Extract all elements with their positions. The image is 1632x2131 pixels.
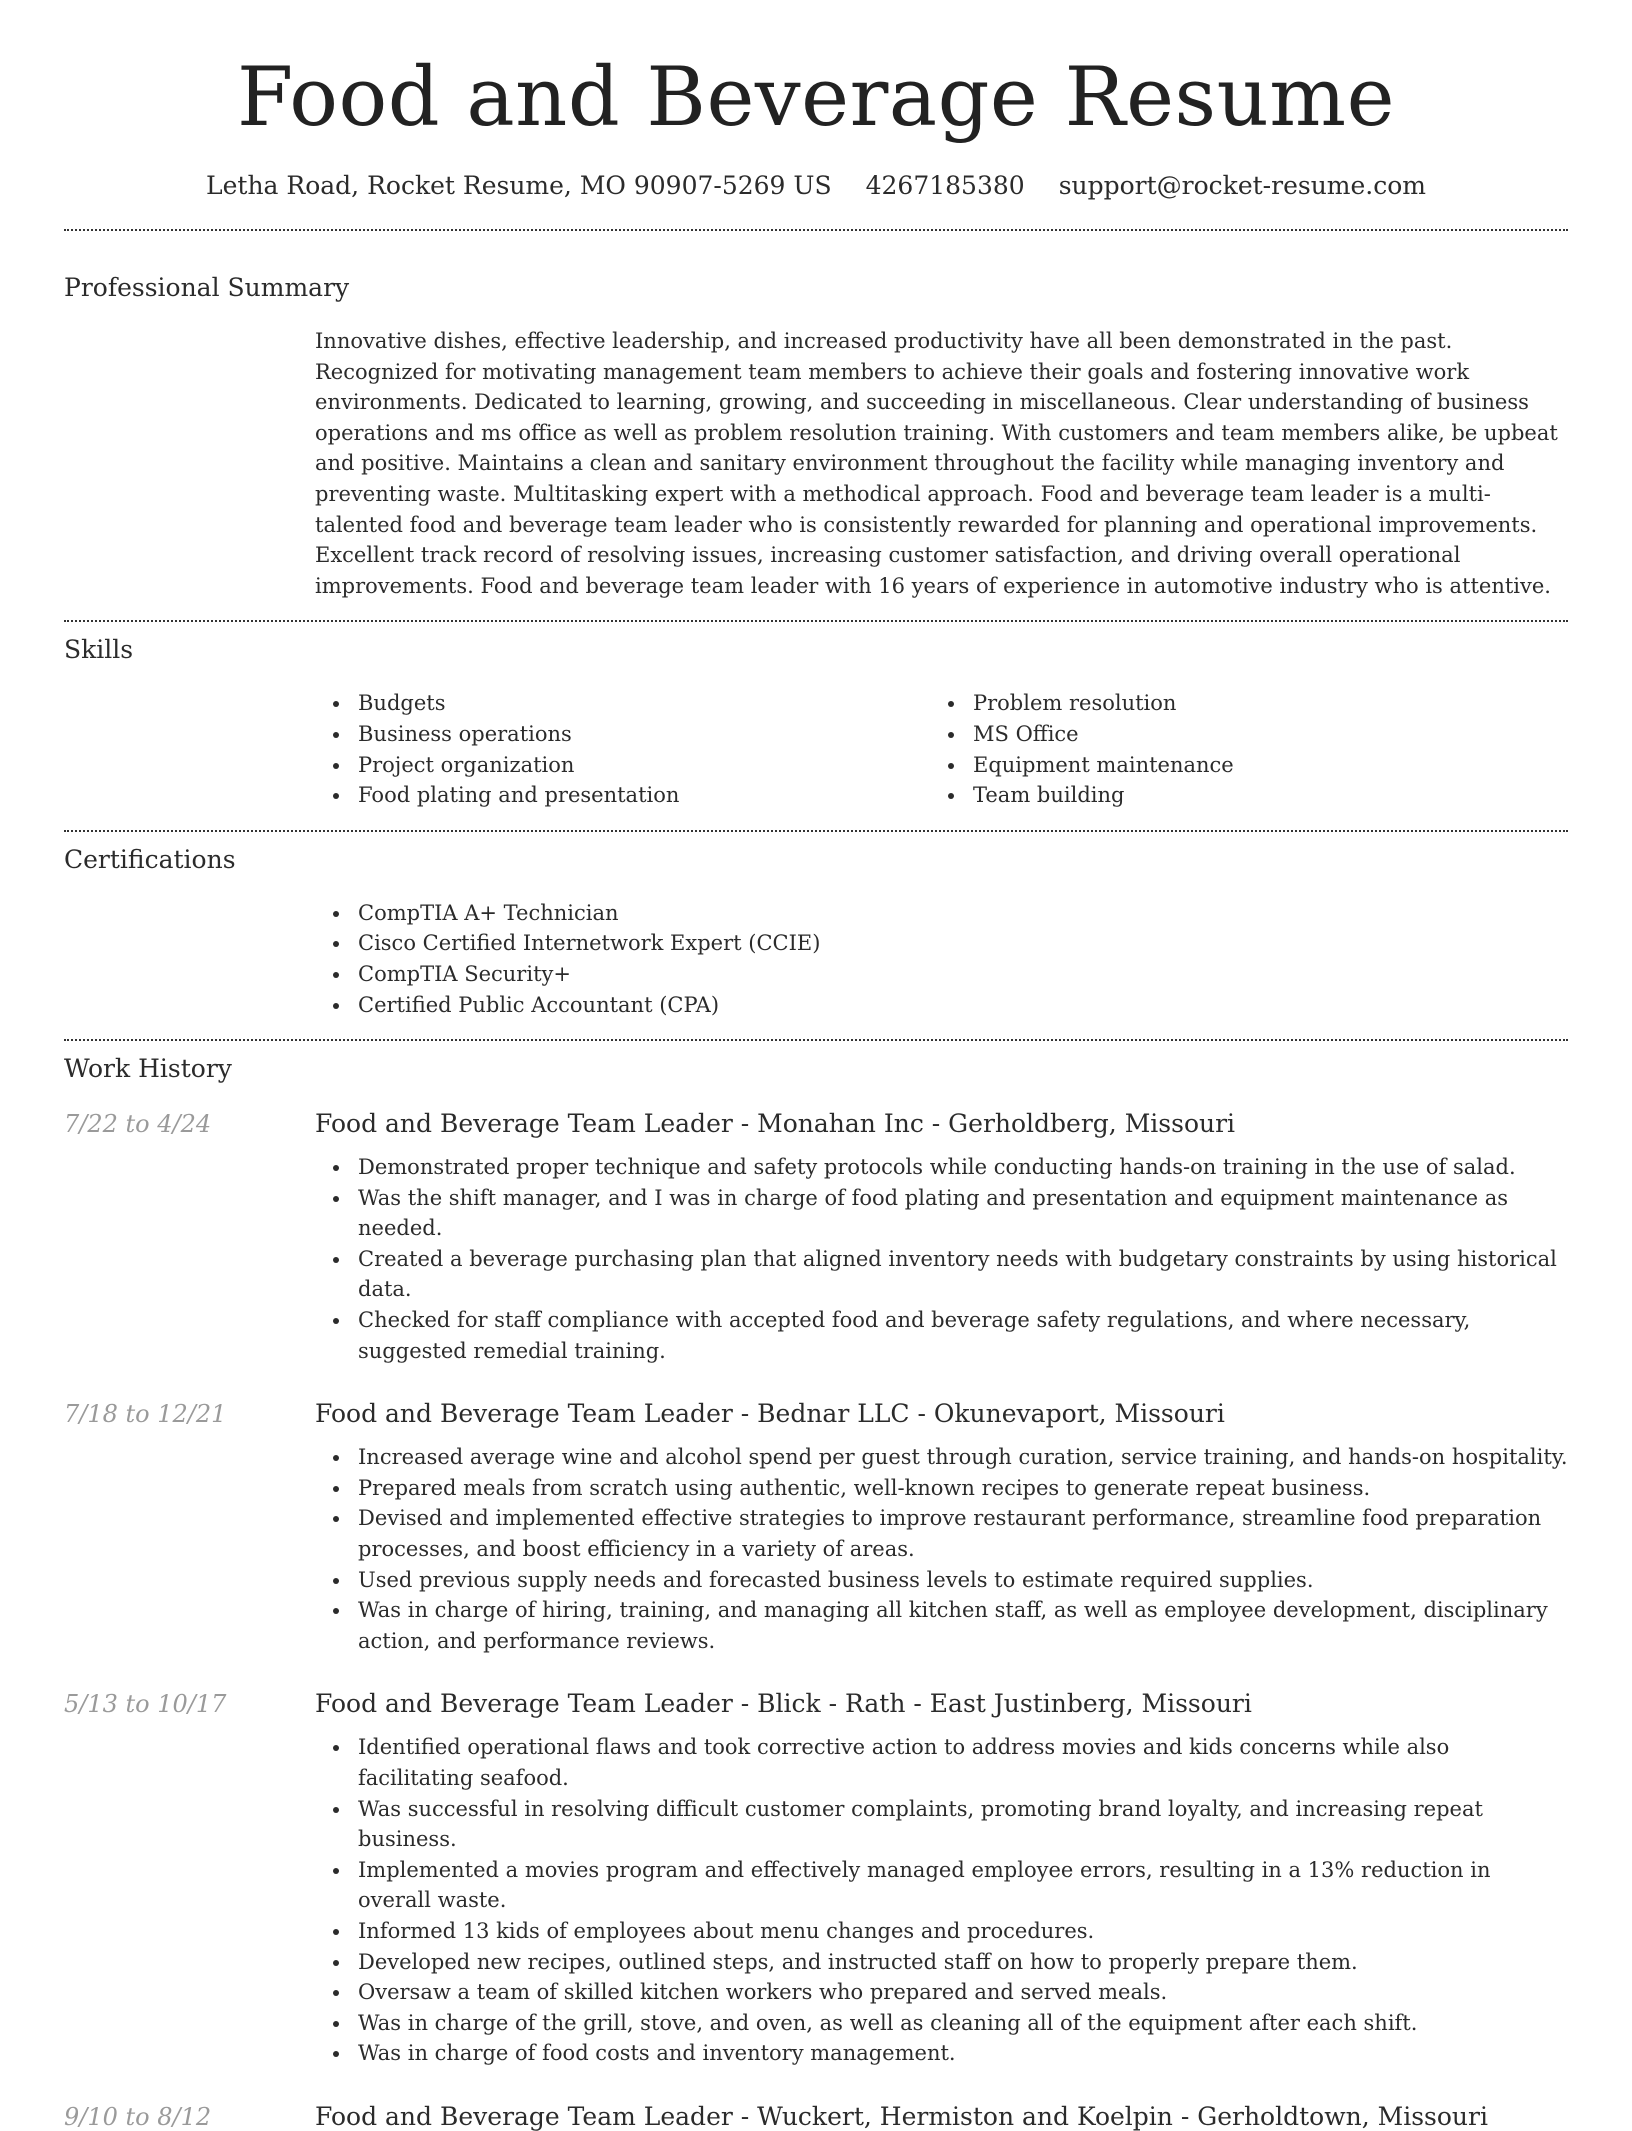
skill-item: Equipment maintenance (930, 750, 1545, 781)
job-bullet: Increased average wine and alcohol spend per guest through curation, service training, and hands-on hospitality. (315, 1442, 1568, 1473)
certification-item: Certified Public Accountant (CPA) (315, 990, 1568, 1021)
job-bullet: Informed 13 kids of employees about menu changes and procedures. (315, 1916, 1568, 1947)
job-header (64, 2102, 1568, 2131)
job-bullet: Prepared meals from scratch using authentic, well-known recipes to generate repeat business. (315, 1473, 1568, 1504)
job-dates: 7/18 to 12/21 (64, 1400, 227, 1429)
job-header (64, 1109, 1568, 1138)
skills-list (315, 688, 1568, 810)
phone-text: 4267185380 (865, 171, 1025, 200)
job-bullet: Oversaw a team of skilled kitchen workers who prepared and served meals. (315, 1977, 1568, 2008)
skills-column-right (930, 688, 1545, 810)
job-bullets (315, 1152, 1568, 1366)
skills-section (64, 635, 1568, 810)
summary-section (64, 273, 1568, 601)
certifications-list (315, 898, 1568, 1020)
skill-item: Problem resolution (930, 688, 1545, 719)
job-header (64, 1689, 1568, 1718)
job-title: Food and Beverage Team Leader - Wuckert, Hermiston and Koelpin - Gerholdtown, Missouri (315, 2101, 1488, 2131)
skill-item: Food plating and presentation (315, 780, 930, 811)
job-entry (64, 2102, 1568, 2131)
certifications-section (64, 845, 1568, 1020)
section-heading-skills: Skills (64, 635, 134, 665)
resume-page (64, 0, 1568, 2131)
job-entry (64, 1689, 1568, 2069)
job-bullet: Was in charge of the grill, stove, and oven, as well as cleaning all of the equipment after each shift. (315, 2008, 1568, 2039)
job-bullet: Was the shift manager, and I was in charge of food plating and presentation and equipment maintenance as needed. (315, 1183, 1568, 1244)
job-bullet: Was in charge of hiring, training, and managing all kitchen staff, as well as employee development, disciplinary action, and performance reviews. (315, 1595, 1568, 1656)
divider (64, 1039, 1568, 1041)
email-text: support@rocket-resume.com (1058, 171, 1426, 200)
job-bullet: Identified operational flaws and took corrective action to address movies and kids concerns while also facilitating seafood. (315, 1732, 1568, 1793)
certification-item: Cisco Certified Internetwork Expert (CCIE) (315, 928, 1568, 959)
job-dates: 5/13 to 10/17 (64, 1690, 227, 1719)
job-bullet: Used previous supply needs and forecasted business levels to estimate required supplies. (315, 1565, 1568, 1596)
job-header (64, 1399, 1568, 1428)
section-heading-work-history: Work History (64, 1054, 232, 1084)
job-bullet: Created a beverage purchasing plan that aligned inventory needs with budgetary constraints by using historical data. (315, 1244, 1568, 1305)
section-heading-summary: Professional Summary (64, 273, 350, 302)
job-bullet: Implemented a movies program and effectively managed employee errors, resulting in a 13% reduction in overall waste. (315, 1855, 1568, 1916)
section-heading-certifications: Certifications (64, 844, 236, 874)
job-title: Food and Beverage Team Leader - Monahan Inc - Gerholdberg, Missouri (315, 1109, 1236, 1139)
work-history-section (64, 1054, 1568, 2131)
divider (64, 229, 1568, 231)
certification-item: CompTIA A+ Technician (315, 898, 1568, 929)
job-bullet: Checked for staff compliance with accepted food and beverage safety regulations, and where necessary, suggested remedial training. (315, 1305, 1568, 1366)
job-entry (64, 1399, 1568, 1656)
address-text: Letha Road, Rocket Resume, MO 90907-5269 US (206, 171, 832, 200)
job-bullet: Demonstrated proper technique and safety protocols while conducting hands-on training in the use of salad. (315, 1152, 1568, 1183)
divider (64, 620, 1568, 622)
job-title: Food and Beverage Team Leader - Bednar LLC - Okunevaport, Missouri (315, 1399, 1225, 1429)
skill-item: MS Office (930, 719, 1545, 750)
skill-item: Business operations (315, 719, 930, 750)
job-bullet: Devised and implemented effective strategies to improve restaurant performance, streamline food preparation processes, and boost efficiency in a variety of areas. (315, 1503, 1568, 1564)
resume-title: Food and Beverage Resume (236, 51, 1396, 145)
job-bullets (315, 1442, 1568, 1656)
job-dates: 9/10 to 8/12 (64, 2102, 212, 2131)
job-bullet: Was in charge of food costs and inventory management. (315, 2038, 1568, 2069)
job-title: Food and Beverage Team Leader - Blick - Rath - East Justinberg, Missouri (315, 1689, 1252, 1719)
job-dates: 7/22 to 4/24 (64, 1110, 212, 1139)
skills-column-left (315, 688, 930, 810)
job-bullets (315, 1732, 1568, 2069)
divider (64, 830, 1568, 832)
summary-text: Innovative dishes, effective leadership, and increased productivity have all been demonstrated in the past. Recognized for motivating management team members to achieve their goals and fostering innovative work environments. Dedicated to learning, growing, and succeeding in miscellaneous. Clear understanding of business operations and ms office as well as problem resolution training. With customers and team members alike, be upbeat and positive. Maintains a clean and sanitary environment throughout the facility while managing inventory and preventing waste. Multitasking expert with a methodical approach. Food and beverage team leader is a multi-talented food and beverage team leader who is consistently rewarded for planning and operational improvements. Excellent track record of resolving issues, increasing customer satisfaction, and driving overall operational improvements. Food and beverage team leader with 16 years of experience in automotive industry who is attentive. (315, 329, 1558, 598)
skill-item: Budgets (315, 688, 930, 719)
contact-line (64, 171, 1568, 200)
skill-item: Team building (930, 780, 1545, 811)
skill-item: Project organization (315, 750, 930, 781)
job-bullet: Was successful in resolving difficult customer complaints, promoting brand loyalty, and increasing repeat business. (315, 1794, 1568, 1855)
job-entry (64, 1109, 1568, 1366)
certification-item: CompTIA Security+ (315, 959, 1568, 990)
job-bullet: Developed new recipes, outlined steps, and instructed staff on how to properly prepare them. (315, 1947, 1568, 1978)
